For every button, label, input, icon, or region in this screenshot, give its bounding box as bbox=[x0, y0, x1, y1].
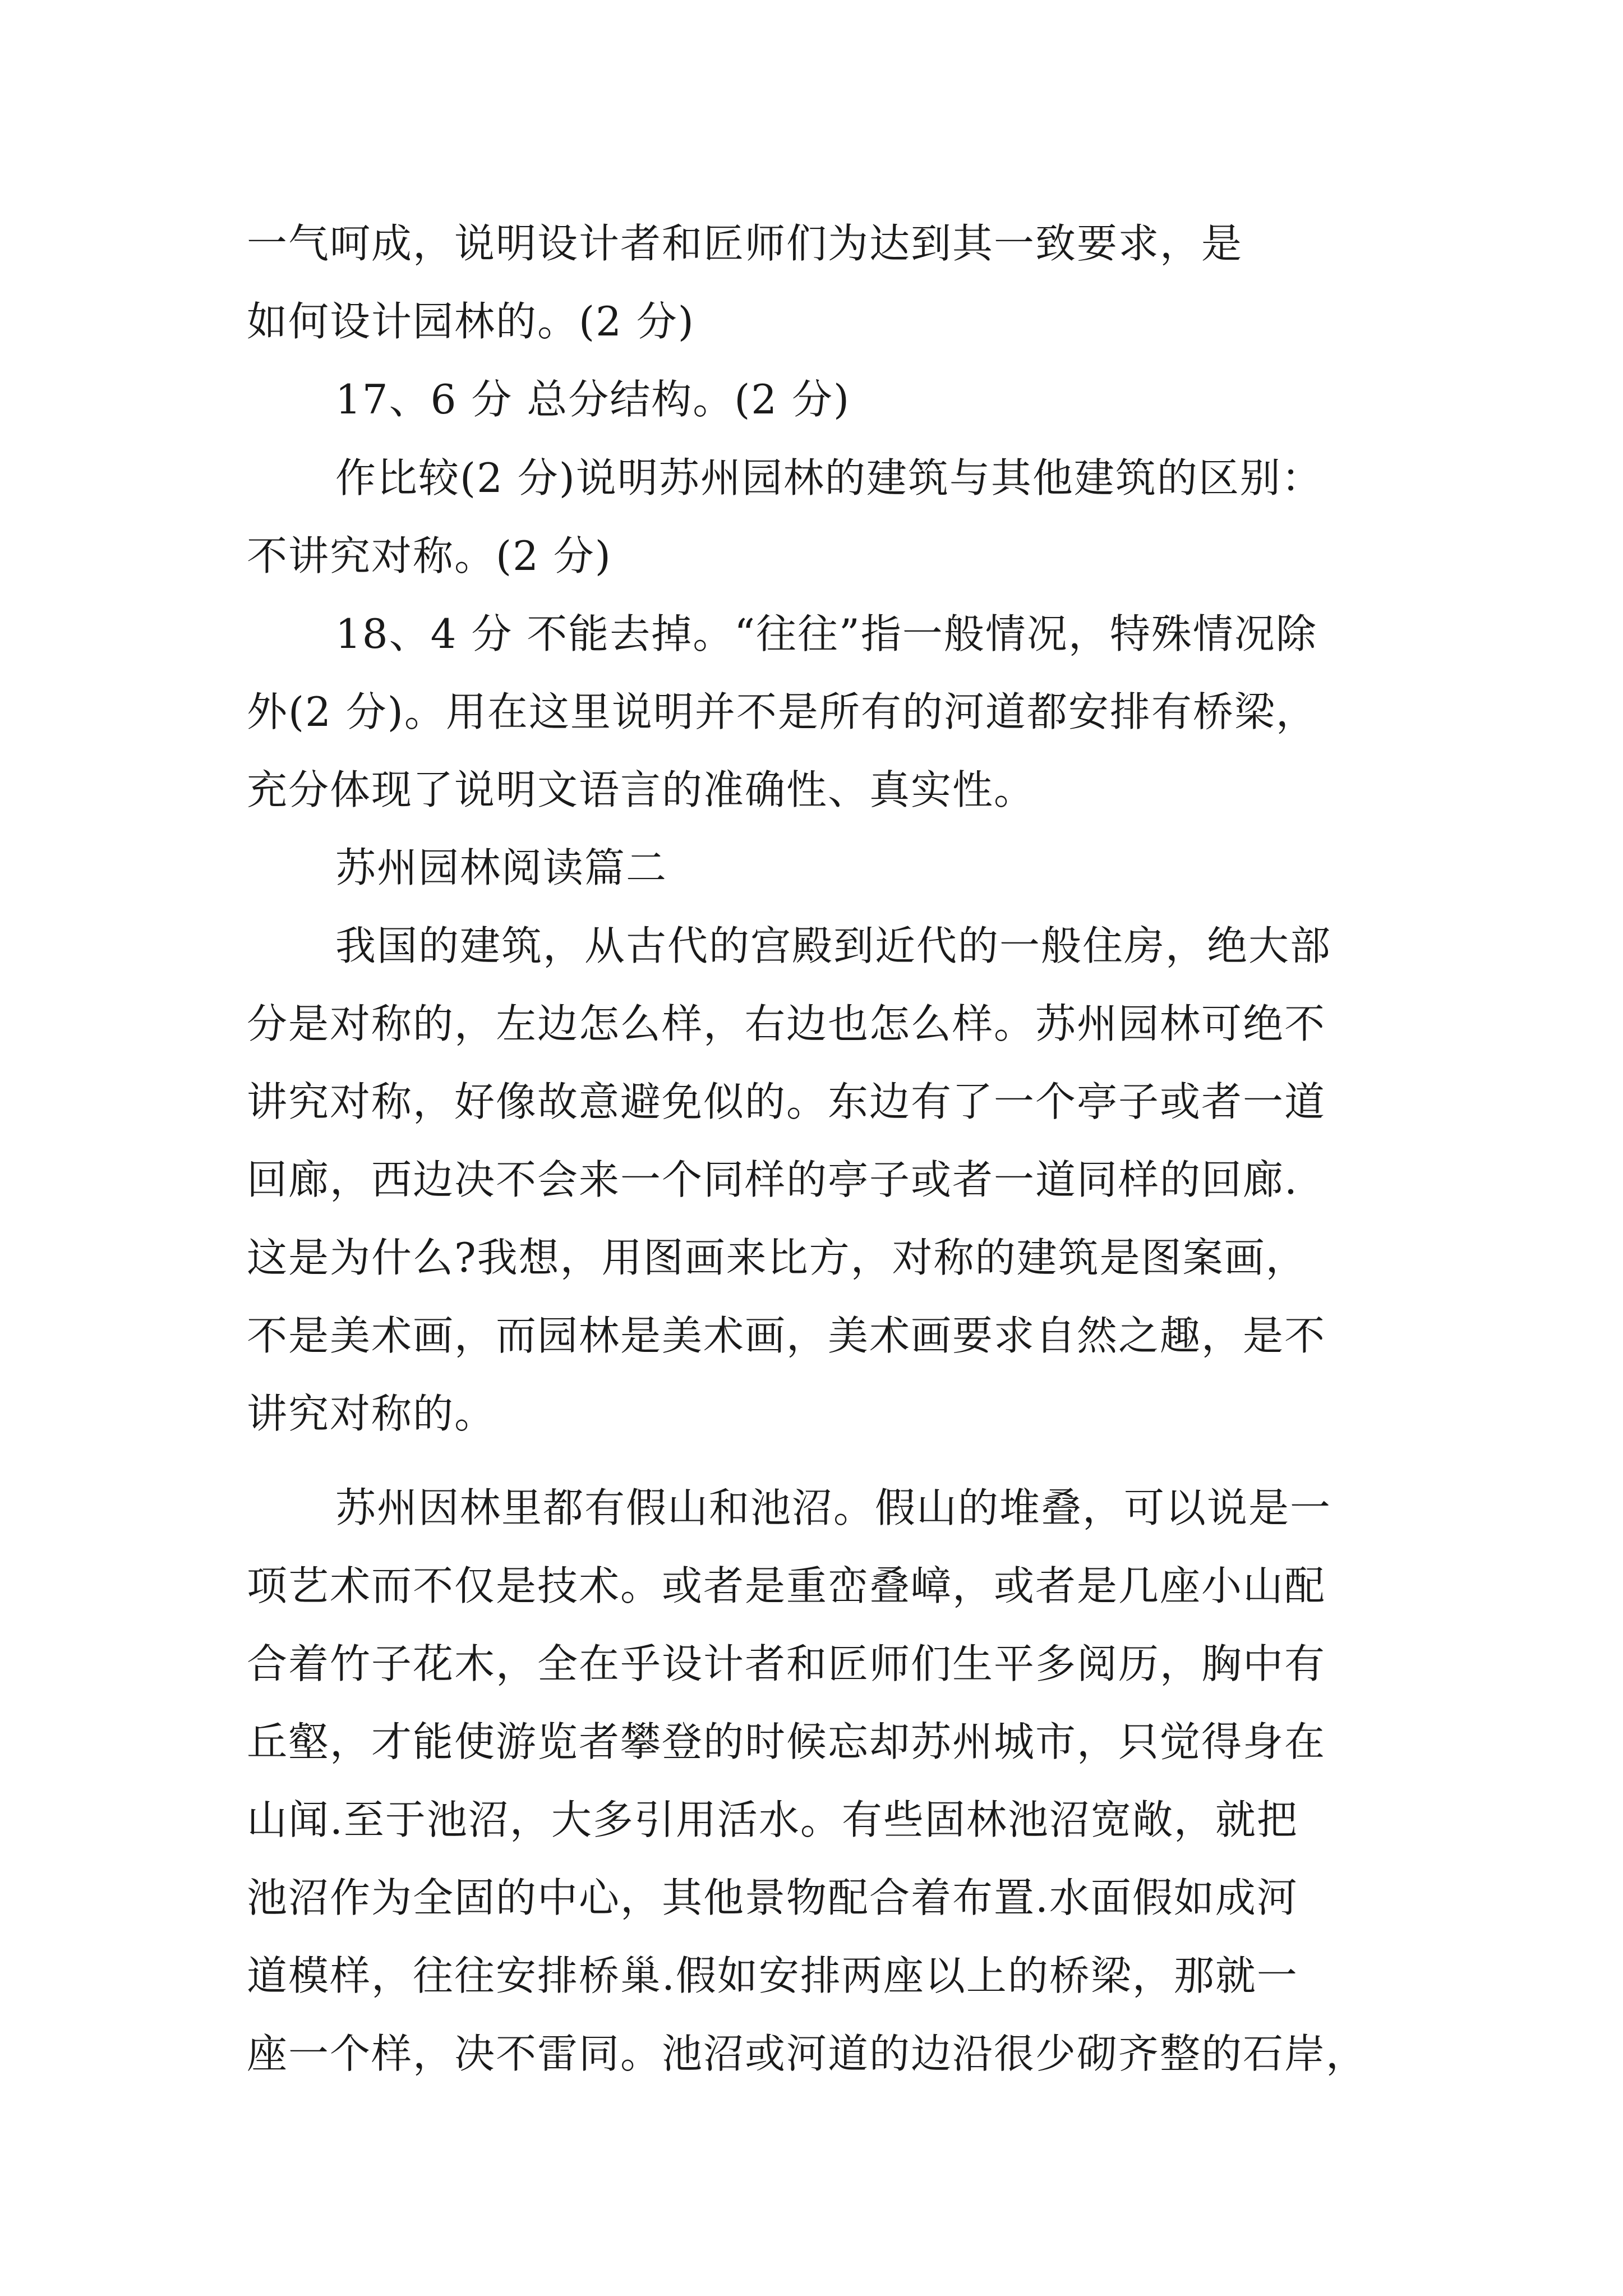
text-line: 丘壑，才能使游览者攀登的时候忘却苏州城市，只觉得身在 bbox=[247, 1718, 1326, 1765]
text-line: 分是对称的，左边怎么样，右边也怎么样。苏州园林可绝不 bbox=[247, 1000, 1326, 1047]
section-heading: 苏州园林阅读篇二 bbox=[335, 844, 668, 891]
text-line: 充分体现了说明文语言的准确性、真实性。 bbox=[247, 766, 1036, 813]
text-line: 讲究对称的。 bbox=[247, 1390, 496, 1437]
text-line: 我国的建筑，从古代的宫殿到近代的一般住房，绝大部 bbox=[335, 922, 1332, 969]
text-line: 不是美术画，而园林是美术画，美术画要求自然之趣，是不 bbox=[247, 1312, 1326, 1359]
text-line: 苏州因林里都有假山和池沼。假山的堆叠，可以说是一 bbox=[335, 1484, 1332, 1531]
text-line: 项艺术而不仅是技术。或者是重峦叠嶂，或者是几座小山配 bbox=[247, 1562, 1326, 1609]
text-line: 作比较(2 分)说明苏州园林的建筑与其他建筑的区别： bbox=[335, 454, 1323, 501]
text-line: 座一个样，决不雷同。池沼或河道的边沿很少砌齐整的石岸， bbox=[247, 2030, 1368, 2077]
text-line: 如何设计园林的。(2 分) bbox=[247, 298, 695, 345]
text-line: 一气呵成，说明设计者和匠师们为达到其一致要求，是 bbox=[247, 220, 1243, 267]
text-line: 18、4 分 不能去掉。“往往”指一般情况，特殊情况除 bbox=[335, 610, 1317, 657]
text-line: 合着竹子花木，全在乎设计者和匠师们生平多阅历，胸中有 bbox=[247, 1640, 1326, 1687]
text-line: 池沼作为全固的中心，其他景物配合着布置.水面假如成河 bbox=[247, 1874, 1298, 1921]
text-line: 山闻.至于池沼，大多引用活水。有些固林池沼宽敞，就把 bbox=[247, 1796, 1298, 1843]
text-line: 外(2 分)。用在这里说明并不是所有的河道都安排有桥梁， bbox=[247, 688, 1317, 735]
text-line: 17、6 分 总分结构。(2 分) bbox=[335, 376, 851, 423]
text-line: 这是为什么?我想，用图画来比方，对称的建筑是图案画， bbox=[247, 1234, 1307, 1281]
text-line: 不讲究对称。(2 分) bbox=[247, 532, 612, 579]
text-line: 道模样，往往安排桥巢.假如安排两座以上的桥梁，那就一 bbox=[247, 1952, 1298, 1999]
text-line: 回廊，西边决不会来一个同样的亭子或者一道同样的回廊. bbox=[247, 1156, 1298, 1203]
text-line: 讲究对称，好像故意避免似的。东边有了一个亭子或者一道 bbox=[247, 1078, 1326, 1125]
